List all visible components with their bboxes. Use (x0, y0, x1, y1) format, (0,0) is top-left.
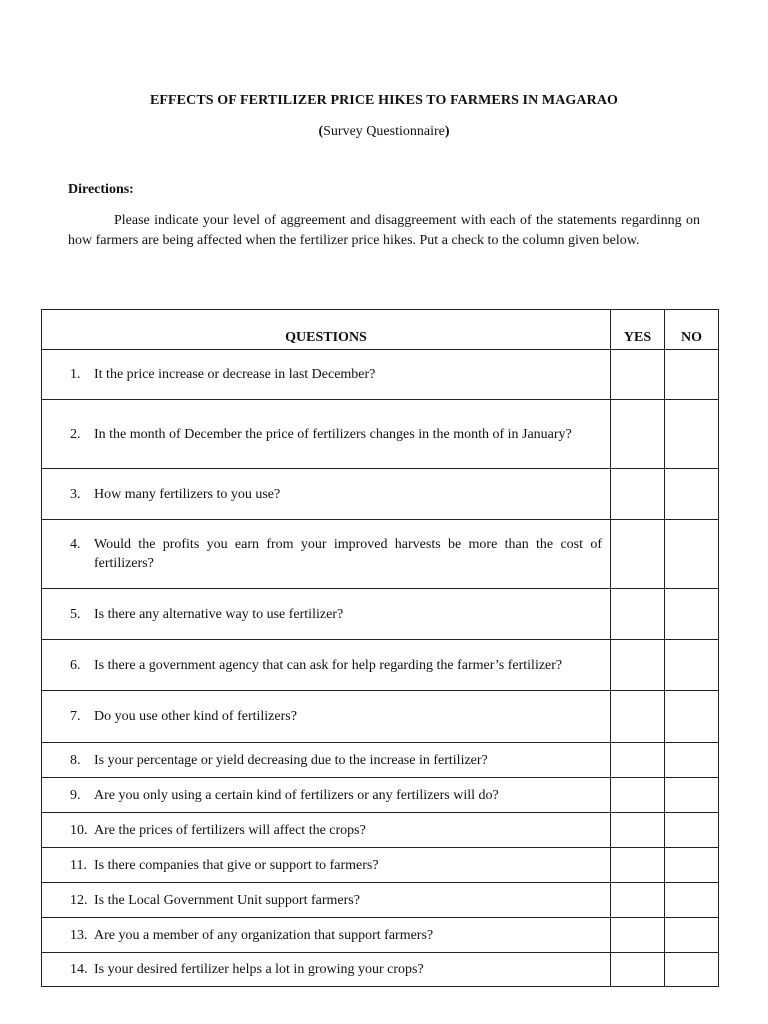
table-row (42, 743, 719, 778)
question-text: Are the prices of fertilizers will affect the crops? (94, 822, 366, 838)
yes-check-cell[interactable] (611, 778, 665, 813)
table-row (42, 778, 719, 813)
question-text: In the month of December the price of fertilizers changes in the month of in January? (94, 426, 572, 442)
table-row (42, 350, 719, 400)
table-row (42, 883, 719, 918)
question-cell (42, 918, 611, 953)
directions-label: Directions: (68, 182, 134, 197)
question-number: 6. (70, 657, 81, 673)
no-check-cell[interactable] (665, 400, 719, 469)
question-text: Do you use other kind of fertilizers? (94, 709, 297, 724)
question-cell (42, 778, 611, 813)
question-text: Are you only using a certain kind of fertilizers or any fertilizers will do? (94, 787, 499, 803)
question-text: Are you a member of any organization that support farmers? (94, 927, 434, 943)
yes-check-cell[interactable] (611, 918, 665, 953)
questions-header: QUESTIONS (42, 310, 611, 350)
no-check-cell[interactable] (665, 520, 719, 589)
question-text: Is there a government agency that can ask for help regarding the farmer’s fertilizer? (94, 657, 563, 673)
question-cell (42, 813, 611, 848)
no-check-cell[interactable] (665, 953, 719, 987)
no-check-cell[interactable] (665, 691, 719, 743)
table-row (42, 400, 719, 469)
yes-check-cell[interactable] (611, 813, 665, 848)
question-cell (42, 743, 611, 778)
table-row (42, 918, 719, 953)
question-number: 7. (70, 709, 81, 724)
yes-check-cell[interactable] (611, 743, 665, 778)
question-text: Is there companies that give or support to farmers? (94, 857, 379, 873)
question-number: 14. (70, 962, 88, 977)
yes-check-cell[interactable] (611, 640, 665, 691)
question-number: 3. (70, 486, 81, 502)
question-cell (42, 350, 611, 400)
question-text: Is your desired fertilizer helps a lot in growing your crops? (94, 962, 424, 977)
no-check-cell[interactable] (665, 918, 719, 953)
no-check-cell[interactable] (665, 813, 719, 848)
question-number: 8. (70, 752, 81, 768)
document-subtitle (0, 124, 768, 140)
no-check-cell[interactable] (665, 778, 719, 813)
table-row (42, 848, 719, 883)
no-header: NO (665, 310, 719, 350)
no-check-cell[interactable] (665, 848, 719, 883)
no-check-cell[interactable] (665, 350, 719, 400)
yes-check-cell[interactable] (611, 469, 665, 520)
question-text: It the price increase or decrease in last December? (94, 367, 376, 382)
question-text: Is the Local Government Unit support farmers? (94, 892, 360, 908)
question-cell (42, 589, 611, 640)
table-row (42, 520, 719, 589)
yes-check-cell[interactable] (611, 691, 665, 743)
table-row (42, 691, 719, 743)
question-cell (42, 848, 611, 883)
question-text: Is there any alternative way to use fertilizer? (94, 606, 344, 622)
question-text: Is your percentage or yield decreasing due to the increase in fertilizer? (94, 752, 488, 768)
yes-check-cell[interactable] (611, 520, 665, 589)
question-number: 10. (70, 822, 88, 838)
no-check-cell[interactable] (665, 743, 719, 778)
question-text: How many fertilizers to you use? (94, 486, 281, 502)
subtitle-close-paren: ) (444, 124, 450, 139)
no-check-cell[interactable] (665, 589, 719, 640)
question-number: 9. (70, 787, 81, 803)
table-row (42, 813, 719, 848)
question-number: 1. (70, 367, 81, 382)
no-check-cell[interactable] (665, 883, 719, 918)
question-number: 13. (70, 927, 88, 943)
yes-check-cell[interactable] (611, 400, 665, 469)
question-cell (42, 883, 611, 918)
question-cell (42, 520, 611, 589)
question-number: 2. (70, 426, 81, 442)
question-text: Would the profits you earn from your improved harvests be more than the cost of fertilizers? (94, 537, 602, 571)
question-number: 11. (70, 857, 87, 873)
question-number: 4. (70, 537, 81, 552)
yes-check-cell[interactable] (611, 350, 665, 400)
question-cell (42, 953, 611, 987)
question-cell (42, 640, 611, 691)
table-header-row (42, 310, 719, 350)
question-number: 5. (70, 606, 81, 622)
yes-check-cell[interactable] (611, 883, 665, 918)
yes-check-cell[interactable] (611, 848, 665, 883)
yes-check-cell[interactable] (611, 953, 665, 987)
table-row (42, 469, 719, 520)
no-check-cell[interactable] (665, 640, 719, 691)
directions-text: Please indicate your level of aggreement and disaggreement with each of the statements regardinng on how farmers are being affected when the fertilizer price hikes. Put a check to the column given below. (68, 213, 700, 248)
subtitle-text: Survey Questionnaire (323, 124, 445, 139)
survey-table (41, 309, 719, 987)
question-cell (42, 691, 611, 743)
table-row (42, 640, 719, 691)
question-cell (42, 469, 611, 520)
question-number: 12. (70, 892, 88, 908)
yes-check-cell[interactable] (611, 589, 665, 640)
question-cell (42, 400, 611, 469)
document-title: EFFECTS OF FERTILIZER PRICE HIKES TO FARMERS IN MAGARAO (149, 93, 619, 108)
table-row (42, 589, 719, 640)
survey-table-body (42, 350, 719, 987)
table-row (42, 953, 719, 987)
subtitle-open-paren: ( (318, 124, 324, 139)
yes-header: YES (611, 310, 665, 350)
no-check-cell[interactable] (665, 469, 719, 520)
